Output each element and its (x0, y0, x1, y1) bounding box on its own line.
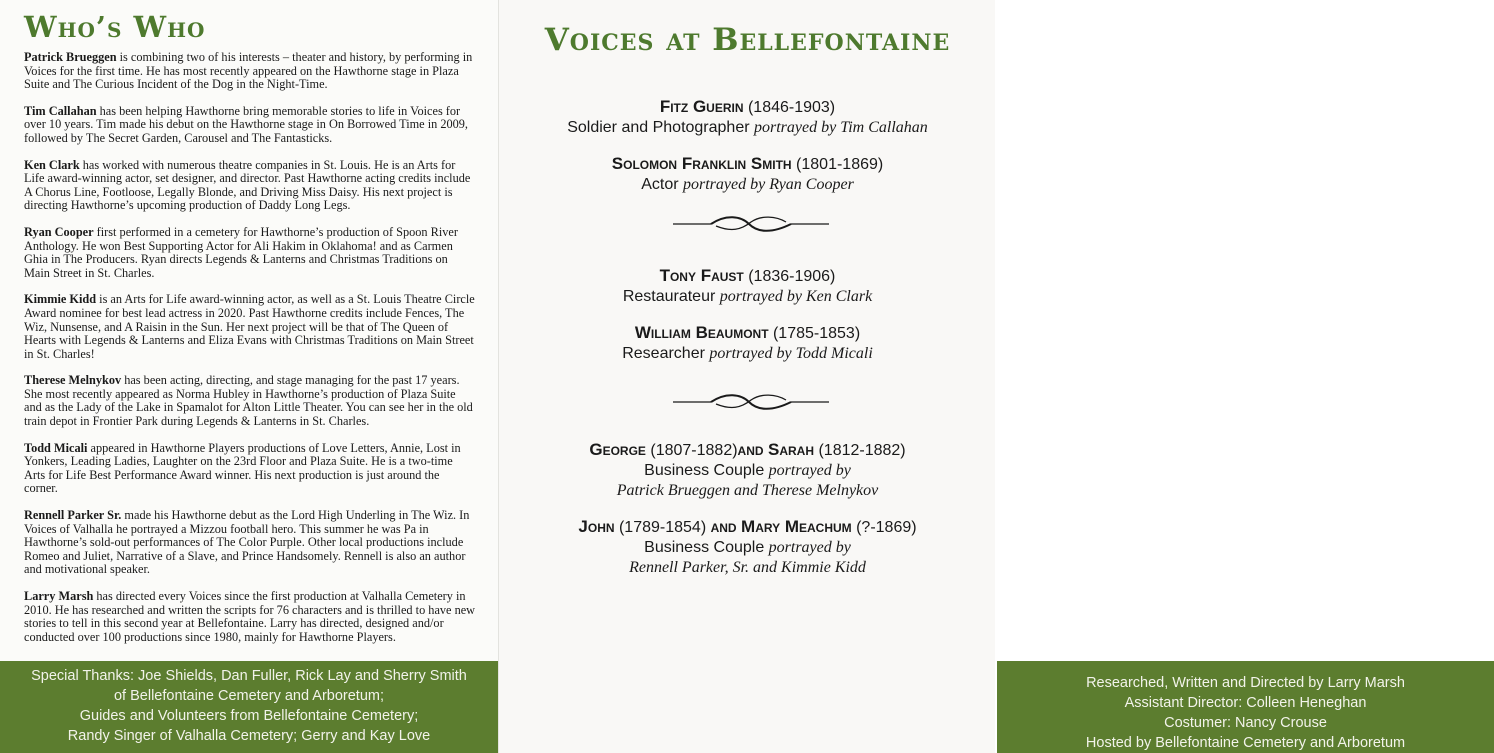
bio-text: has been helping Hawthorne bring memorable stories to life in Voices for over 10 years. Tim made his debut on the Hawthorne stage in On Borrowed Time in 2009, followed by The Secret Garden, Carousel and The Fantasticks. (24, 103, 469, 145)
bio-text: has directed every Voices since the first production at Valhalla Cemetery in 2010. He has researched and written the scripts for 76 characters and is thrilled to have new stories to tell in this second year at Bellefontaine. Larry has directed, designed and/or conducted over 100 productions since 1980, mainly for Hawthorne Players. (24, 589, 476, 644)
whos-who-title: Who’s Who (24, 10, 206, 44)
character-dates: (1812-1882) (814, 442, 906, 459)
flourish-divider (671, 390, 831, 414)
character-role: Soldier and Photographer (567, 119, 754, 136)
footer-line: Guides and Volunteers from Bellefontaine Cemetery; (79, 708, 419, 724)
cast-entry (499, 440, 996, 501)
bio-paragraph (24, 442, 476, 496)
character-role: Researcher (622, 345, 710, 362)
actor-names: Patrick Brueggen and Therese Melnykov (616, 482, 879, 499)
character-dates: (1846-1903) (743, 99, 836, 116)
actor-credit: portrayed by Ken Clark (719, 288, 873, 305)
character-dates: (1785-1853) (768, 325, 861, 342)
character-name: George (589, 440, 646, 459)
bio-text: appeared in Hawthorne Players productions of Love Letters, Annie, Lost in Yonkers, Leading Ladies, Laughter on the 23rd Floor and Plaza Suite. He is a two-time Arts for Life Best Performance Award winner. His next production is just around the corner. (24, 440, 461, 496)
bio-list (24, 51, 476, 657)
character-dates: (1801-1869) (791, 156, 884, 173)
cast-entry (499, 97, 996, 138)
bio-name: Todd Micali (24, 440, 88, 455)
bio-name: Larry Marsh (24, 589, 94, 603)
character-dates: (1836-1906) (743, 268, 836, 285)
flourish-divider (671, 212, 831, 236)
character-name: Sarah (768, 440, 815, 459)
character-role: Business Couple (644, 462, 769, 479)
character-name: Tony Faust (659, 266, 744, 285)
character-name: Solomon Franklin Smith (611, 154, 792, 173)
bio-paragraph (24, 509, 476, 577)
bio-name: Tim Callahan (24, 103, 97, 118)
actor-credit: portrayed by Ryan Cooper (683, 176, 854, 193)
bio-name: Ken Clark (24, 157, 80, 172)
character-role: Business Couple (644, 539, 769, 556)
bio-paragraph (24, 159, 476, 213)
cast-entry (499, 323, 996, 364)
bio-text: is an Arts for Life award-winning actor, as well as a St. Louis Theatre Circle Award nominee for best lead actress in 2020. Past Hawthorne credits include Fences, The Wiz, Nunsense, and A Raisin in the Sun. Her next project will be that of The Queen of Hearts with Legends & Lanterns and Eliza Evans with Christmas Traditions on Main Street in St. Charles! (24, 292, 475, 361)
character-dates: (1807-1882) (645, 442, 738, 459)
bio-paragraph (24, 293, 476, 361)
bio-paragraph (24, 226, 476, 280)
actor-credit: portrayed by (768, 462, 851, 479)
left-panel (0, 0, 498, 753)
footer-line: Costumer: Nancy Crouse (1164, 715, 1327, 731)
bio-name: Rennell Parker Sr. (24, 508, 122, 523)
actor-credit: portrayed by (768, 539, 851, 556)
cast-entry (499, 154, 996, 195)
actor-credit: portrayed by Todd Micali (709, 345, 873, 362)
bio-text: made his Hawthorne debut as the Lord High Underling in The Wiz. In Voices of Valhalla he portrayed a Mizzou football hero. This summer he was Pa in Hawthorne’s sold-out performances of The Color Purple. Other local productions include Romeo and Juliet, Narrative of a Slave, and Prince Handsomely. Rennell is also an author and motivational speaker. (24, 508, 470, 577)
footer-line: Randy Singer of Valhalla Cemetery; Gerry and Kay Love (67, 728, 431, 744)
bio-paragraph (24, 374, 476, 428)
credits-footer (997, 661, 1494, 753)
bio-name: Ryan Cooper (24, 224, 94, 239)
cast-entry (499, 517, 996, 578)
and-word: and (710, 517, 737, 536)
bio-paragraph (24, 105, 476, 146)
footer-line: Assistant Director: Colleen Heneghan (1124, 695, 1367, 711)
voices-title: Voices at Bellefontaine (544, 22, 951, 58)
and-word: and (737, 440, 764, 459)
bio-text: is combining two of his interests – theater and history, by performing in Voices for the first time. He has most recently appeared on the Hawthorne stage in Plaza Suite and The Curious Incident of the Dog in the Night-Time. (24, 50, 473, 92)
bio-name: Patrick Brueggen (24, 50, 117, 64)
bio-text: has worked with numerous theatre companies in St. Louis. He is an Arts for Life award-winning actor, set designer, and director. Past Hawthorne acting credits include A Chorus Line, Footloose, Legally Blonde, and Driving Miss Daisy. His next project is directing Hawthorne’s upcoming production of Daddy Long Legs. (24, 157, 471, 213)
character-name: Fitz Guerin (659, 97, 744, 116)
footer-line: of Bellefontaine Cemetery and Arboretum; (113, 688, 384, 704)
character-name: Mary Meachum (741, 517, 852, 536)
character-name: William Beaumont (634, 323, 769, 342)
footer-line: Researched, Written and Directed by Larry Marsh (1086, 675, 1405, 691)
character-name: John (578, 517, 615, 536)
actor-credit: portrayed by Tim Callahan (754, 119, 928, 136)
bio-paragraph (24, 51, 476, 92)
character-dates: (?-1869) (851, 519, 917, 536)
footer-line: Special Thanks: Joe Shields, Dan Fuller, Rick Lay and Sherry Smith (31, 668, 467, 684)
character-dates: (1789-1854) (614, 519, 711, 536)
bio-text: has been acting, directing, and stage managing for the past 17 years. She most recently appeared as Norma Hubley in Hawthorne’s production of Plaza Suite and as the Lady of the Lake in Spamalot for Alton Little Theater. You can see her in the old train depot in Frontier Park during Legends & Lanterns in St. Charles. (24, 373, 473, 429)
bio-name: Therese Melnykov (24, 373, 122, 388)
character-role: Restaurateur (622, 288, 720, 305)
special-thanks-footer (0, 661, 498, 753)
cast-entry (499, 266, 996, 307)
bio-name: Kimmie Kidd (24, 292, 97, 307)
bio-text: first performed in a cemetery for Hawthorne’s production of Spoon River Anthology. He won Best Supporting Actor for Ali Hakim in Oklahoma! and as Carmen Ghia in The Producers. Ryan directs Legends & Lanterns and Christmas Traditions on Main Street in St. Charles. (24, 224, 458, 280)
bio-paragraph (24, 590, 476, 644)
actor-names: Rennell Parker, Sr. and Kimmie Kidd (629, 559, 866, 576)
footer-line: Hosted by Bellefontaine Cemetery and Arboretum (1085, 735, 1406, 751)
character-role: Actor (641, 176, 683, 193)
right-panel (498, 0, 1406, 753)
